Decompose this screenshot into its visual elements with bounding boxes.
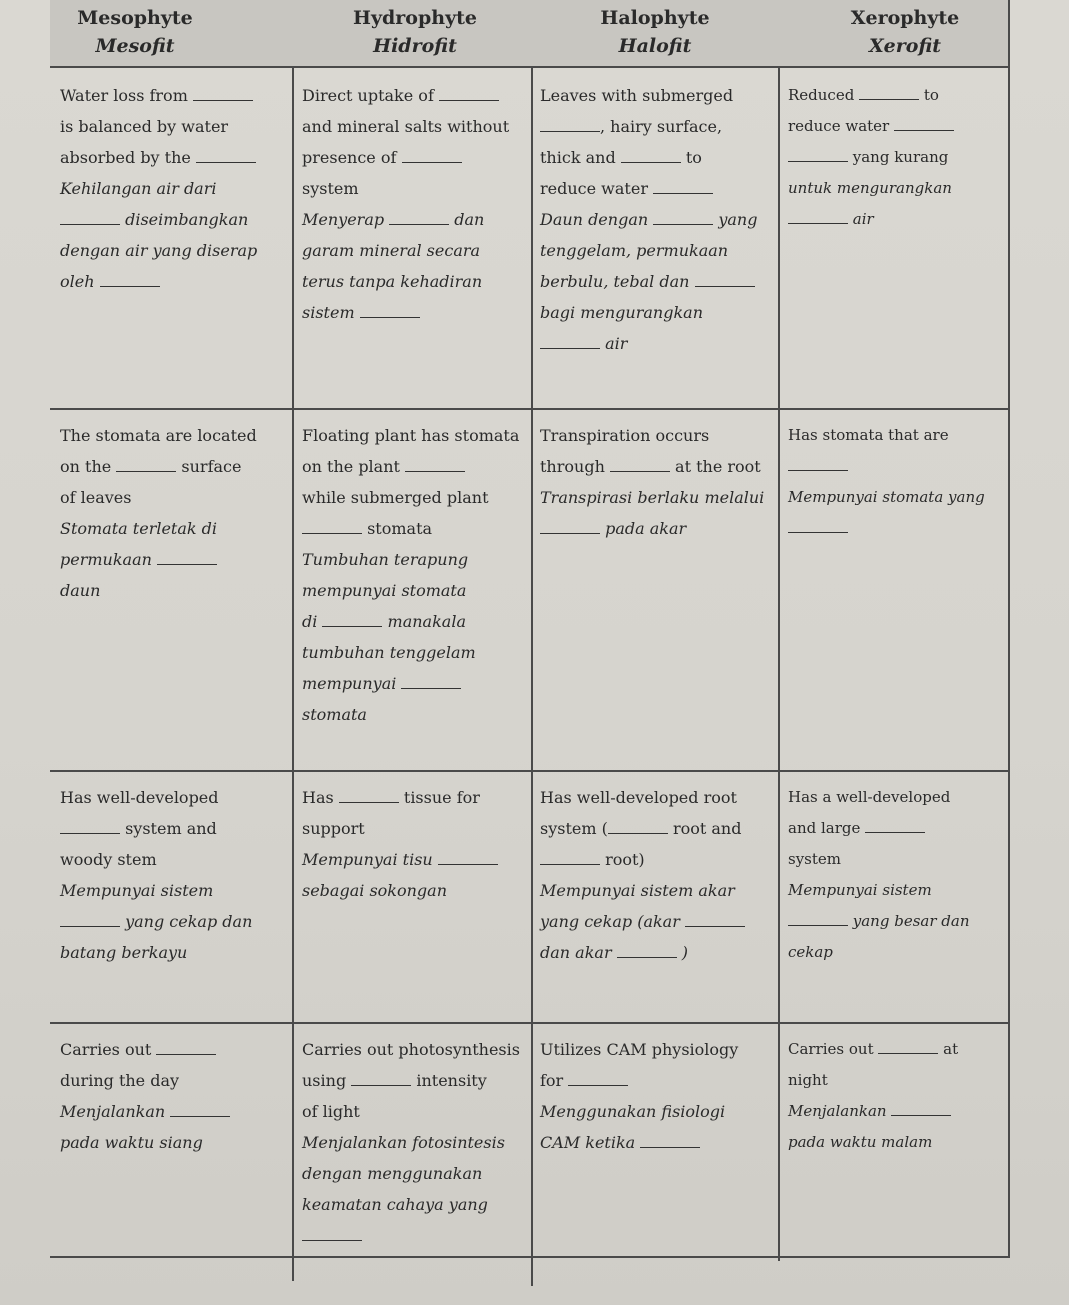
cell-line (302, 1127, 532, 1158)
cell-line (60, 1034, 290, 1065)
cell-text: to (919, 86, 939, 104)
cell-line (540, 235, 775, 266)
cell-line (302, 782, 532, 813)
cell-text: sistem (302, 303, 360, 322)
fill-in-blank[interactable] (116, 470, 176, 472)
fill-in-blank[interactable] (859, 98, 919, 100)
fill-in-blank[interactable] (653, 223, 713, 225)
cell-text: The stomata are located (60, 426, 257, 445)
cell-line (60, 1065, 290, 1096)
cell-text: Menjalankan fotosintesis (302, 1133, 505, 1152)
cell-line (302, 1158, 532, 1189)
cell-text: pada waktu malam (788, 1133, 933, 1151)
fill-in-blank[interactable] (540, 130, 600, 132)
cell-line (540, 513, 775, 544)
table-divider (292, 66, 294, 1281)
cell-line (788, 875, 1008, 906)
header-xerophyte: Xerophyte Xerofit (850, 7, 960, 57)
cell-text: reduce water (540, 179, 654, 198)
cell-text: daun (60, 581, 101, 600)
table-divider (778, 66, 780, 1261)
cell-text: to (680, 148, 702, 167)
cell-line (540, 420, 775, 451)
cell-line (788, 1127, 1008, 1158)
cell-line (60, 875, 290, 906)
cell-line (302, 844, 532, 875)
cell-text: dan akar (540, 943, 617, 962)
cell-text: presence of (302, 148, 402, 167)
cell-text: while submerged plant (302, 488, 489, 507)
cell-text: Has a well-developed (788, 788, 951, 806)
table-cell (540, 80, 775, 359)
table-cell (60, 420, 290, 606)
fill-in-blank[interactable] (878, 1052, 938, 1054)
cell-line (302, 142, 532, 173)
cell-text: system (302, 179, 359, 198)
fill-in-blank[interactable] (405, 470, 465, 472)
fill-in-blank[interactable] (193, 99, 253, 101)
cell-line (540, 111, 775, 142)
fill-in-blank[interactable] (865, 831, 925, 833)
fill-in-blank[interactable] (788, 469, 848, 471)
fill-in-blank[interactable] (60, 223, 120, 225)
cell-text: tenggelam, permukaan (540, 241, 729, 260)
cell-line (302, 173, 532, 204)
cell-text: Water loss from (60, 86, 193, 105)
fill-in-blank[interactable] (100, 285, 160, 287)
cell-text: Menyerap (302, 210, 390, 229)
cell-line (302, 1220, 532, 1251)
cell-text: dengan air yang diserap (60, 241, 258, 260)
cell-line (788, 513, 1008, 544)
cell-line (60, 420, 290, 451)
fill-in-blank[interactable] (402, 161, 462, 163)
table-divider (50, 1256, 1010, 1258)
table-cell (788, 80, 1008, 235)
header-hydrophyte: Hydrophyte Hidrofit (353, 7, 477, 57)
cell-line (540, 906, 775, 937)
cell-line (302, 606, 532, 637)
fill-in-blank[interactable] (302, 532, 362, 534)
cell-line (302, 875, 532, 906)
cell-text: ) (676, 943, 689, 962)
cell-line (60, 235, 290, 266)
fill-in-blank[interactable] (540, 347, 600, 349)
cell-text: Direct uptake of (302, 86, 439, 105)
cell-text: at the root (669, 457, 761, 476)
cell-text: on the (60, 457, 117, 476)
cell-text: Carries out photosynthesis (302, 1040, 520, 1059)
fill-in-blank[interactable] (695, 285, 755, 287)
cell-line (540, 142, 775, 173)
cell-line (60, 451, 290, 482)
cell-text: yang kurang (848, 148, 949, 166)
cell-text: yang cekap (akar (540, 912, 685, 931)
cell-line (788, 1065, 1008, 1096)
cell-line (302, 699, 532, 730)
cell-line (60, 266, 290, 297)
cell-line (788, 80, 1008, 111)
cell-text: Mempunyai stomata yang (788, 488, 985, 506)
cell-text: diseimbangkan (120, 210, 249, 229)
cell-text: stomata (302, 705, 367, 724)
cell-text: Menjalankan (60, 1102, 171, 1121)
cell-line (60, 937, 290, 968)
cell-text: Menjalankan (788, 1102, 892, 1120)
header-halophyte: Halophyte Halofit (600, 7, 710, 57)
cell-line (60, 142, 290, 173)
cell-line (540, 482, 775, 513)
fill-in-blank[interactable] (540, 532, 600, 534)
fill-in-blank[interactable] (788, 531, 848, 533)
cell-text: Mempunyai sistem akar (540, 881, 735, 900)
cell-text: intensity (411, 1071, 487, 1090)
cell-line (302, 813, 532, 844)
cell-text: Stomata terletak di (60, 519, 218, 538)
cell-text: tumbuhan tenggelam (302, 643, 476, 662)
fill-in-blank[interactable] (788, 160, 848, 162)
fill-in-blank[interactable] (617, 956, 677, 958)
cell-line (788, 813, 1008, 844)
cell-text: at (938, 1040, 959, 1058)
fill-in-blank[interactable] (788, 222, 848, 224)
cell-text: garam mineral secara (302, 241, 481, 260)
cell-text: Has (302, 788, 339, 807)
cell-line (60, 844, 290, 875)
cell-line (302, 451, 532, 482)
cell-line (540, 451, 775, 482)
cell-line (60, 173, 290, 204)
cell-line (540, 173, 775, 204)
cell-text: using (302, 1071, 352, 1090)
fill-in-blank[interactable] (339, 801, 399, 803)
cell-text: Carries out (788, 1040, 879, 1058)
cell-text: Transpiration occurs (540, 426, 710, 445)
table-cell (788, 782, 1008, 968)
cell-text: cekap (788, 943, 833, 961)
table-cell (60, 1034, 290, 1158)
cell-text: CAM ketika (540, 1133, 641, 1152)
cell-text: and mineral salts without (302, 117, 510, 136)
table-cell (302, 1034, 532, 1251)
table-cell (60, 782, 290, 968)
cell-text: root) (600, 850, 645, 869)
cell-text: Has well-developed (60, 788, 219, 807)
cell-text: system ( (540, 819, 608, 838)
table-divider (1008, 0, 1010, 1258)
fill-in-blank[interactable] (640, 1146, 700, 1148)
cell-text: dan (449, 210, 485, 229)
cell-line (302, 513, 532, 544)
cell-line (788, 204, 1008, 235)
cell-text: is balanced by water (60, 117, 229, 136)
cell-line (788, 937, 1008, 968)
cell-text: batang berkayu (60, 943, 188, 962)
table-divider (50, 408, 1010, 410)
cell-text: pada waktu siang (60, 1133, 203, 1152)
cell-text: Mempunyai sistem (788, 881, 932, 899)
cell-text: Reduced (788, 86, 860, 104)
cell-line (60, 482, 290, 513)
cell-text: Has well-developed root (540, 788, 737, 807)
fill-in-blank[interactable] (540, 863, 600, 865)
cell-text: during the day (60, 1071, 180, 1090)
cell-text: Transpirasi berlaku melalui (540, 488, 765, 507)
cell-line (302, 420, 532, 451)
fill-in-blank[interactable] (389, 223, 449, 225)
cell-text: Mempunyai sistem (60, 881, 214, 900)
cell-line (60, 813, 290, 844)
fill-in-blank[interactable] (621, 161, 681, 163)
cell-text: Has stomata that are (788, 426, 949, 444)
cell-text: tissue for (398, 788, 480, 807)
cell-line (302, 111, 532, 142)
cell-text: berbulu, tebal dan (540, 272, 695, 291)
cell-text: Leaves with submerged (540, 86, 734, 105)
fill-in-blank[interactable] (322, 625, 382, 627)
fill-in-blank[interactable] (170, 1115, 230, 1117)
cell-text: system (788, 850, 841, 868)
cell-text: woody stem (60, 850, 157, 869)
cell-line (788, 451, 1008, 482)
cell-line (302, 204, 532, 235)
cell-text: mempunyai stomata (302, 581, 467, 600)
cell-text: thick and (540, 148, 621, 167)
cell-text: absorbed by the (60, 148, 196, 167)
table-cell (540, 782, 775, 968)
cell-line (302, 235, 532, 266)
cell-text: , hairy surface, (600, 117, 723, 136)
cell-text: Floating plant has stomata (302, 426, 520, 445)
cell-text: Kehilangan air dari (60, 179, 217, 198)
cell-text: pada akar (600, 519, 687, 538)
cell-text: through (540, 457, 610, 476)
cell-text: Daun dengan (540, 210, 654, 229)
cell-line (788, 420, 1008, 451)
cell-text: of leaves (60, 488, 132, 507)
header-mesophyte: Mesophyte Mesofit (77, 7, 193, 57)
cell-text: reduce water (788, 117, 894, 135)
fill-in-blank[interactable] (438, 863, 498, 865)
table-cell (302, 80, 532, 328)
fill-in-blank[interactable] (568, 1084, 628, 1086)
cell-line (788, 111, 1008, 142)
table-cell (302, 420, 532, 730)
cell-text: oleh (60, 272, 100, 291)
fill-in-blank[interactable] (196, 161, 256, 163)
cell-line (302, 297, 532, 328)
cell-line (540, 937, 775, 968)
cell-text: root and (667, 819, 742, 838)
fill-in-blank[interactable] (351, 1084, 411, 1086)
cell-line (302, 80, 532, 111)
fill-in-blank[interactable] (608, 832, 668, 834)
cell-text: Mempunyai tisu (302, 850, 438, 869)
cell-text: permukaan (60, 550, 157, 569)
fill-in-blank[interactable] (302, 1239, 362, 1241)
fill-in-blank[interactable] (360, 316, 420, 318)
cell-text: air (848, 210, 874, 228)
fill-in-blank[interactable] (610, 470, 670, 472)
cell-line (302, 544, 532, 575)
cell-line (60, 575, 290, 606)
cell-line (60, 906, 290, 937)
cell-text: for (540, 1071, 569, 1090)
fill-in-blank[interactable] (891, 1114, 951, 1116)
fill-in-blank[interactable] (685, 925, 745, 927)
cell-line (302, 1189, 532, 1220)
fill-in-blank[interactable] (60, 925, 120, 927)
cell-line (540, 80, 775, 111)
cell-line (788, 173, 1008, 204)
cell-line (540, 782, 775, 813)
cell-text: stomata (362, 519, 433, 538)
cell-line (540, 266, 775, 297)
cell-line (540, 204, 775, 235)
cell-line (60, 513, 290, 544)
cell-text: surface (176, 457, 242, 476)
table-divider (50, 1022, 1010, 1024)
table-cell (788, 420, 1008, 544)
cell-text: on the plant (302, 457, 406, 476)
cell-text: yang besar dan (848, 912, 970, 930)
cell-line (540, 1096, 775, 1127)
cell-line (60, 80, 290, 111)
cell-line (540, 1065, 775, 1096)
table-cell (540, 1034, 775, 1158)
fill-in-blank[interactable] (401, 687, 461, 689)
table-divider (50, 770, 1010, 772)
cell-text: night (788, 1071, 828, 1089)
fill-in-blank[interactable] (653, 192, 713, 194)
cell-line (788, 906, 1008, 937)
cell-line (302, 1065, 532, 1096)
cell-line (302, 266, 532, 297)
cell-line (302, 575, 532, 606)
cell-text: manakala (382, 612, 466, 631)
cell-text: sebagai sokongan (302, 881, 448, 900)
cell-line (540, 813, 775, 844)
cell-line (302, 1096, 532, 1127)
cell-text: mempunyai (302, 674, 402, 693)
cell-text: terus tanpa kehadiran (302, 272, 483, 291)
cell-line (60, 1096, 290, 1127)
cell-text: dengan menggunakan (302, 1164, 483, 1183)
cell-line (302, 1034, 532, 1065)
cell-line (788, 782, 1008, 813)
cell-line (540, 875, 775, 906)
cell-text: keamatan cahaya yang (302, 1195, 488, 1214)
cell-line (60, 204, 290, 235)
fill-in-blank[interactable] (788, 924, 848, 926)
cell-line (788, 1096, 1008, 1127)
cell-line (788, 844, 1008, 875)
cell-line (788, 482, 1008, 513)
cell-line (302, 668, 532, 699)
cell-text: Carries out (60, 1040, 157, 1059)
fill-in-blank[interactable] (894, 129, 954, 131)
fill-in-blank[interactable] (60, 832, 120, 834)
cell-line (60, 111, 290, 142)
cell-text: untuk mengurangkan (788, 179, 952, 197)
cell-line (540, 1034, 775, 1065)
table-cell (540, 420, 775, 544)
cell-text: Menggunakan fisiologi (540, 1102, 726, 1121)
cell-text: yang cekap dan (120, 912, 253, 931)
cell-line (60, 782, 290, 813)
cell-text: bagi mengurangkan (540, 303, 703, 322)
cell-text: system and (120, 819, 217, 838)
table-cell (788, 1034, 1008, 1158)
cell-line (302, 637, 532, 668)
table-cell (60, 80, 290, 297)
cell-text: di (302, 612, 323, 631)
cell-line (540, 328, 775, 359)
cell-line (788, 142, 1008, 173)
cell-line (540, 1127, 775, 1158)
cell-text: of light (302, 1102, 360, 1121)
fill-in-blank[interactable] (439, 99, 499, 101)
cell-line (302, 482, 532, 513)
cell-text: yang (713, 210, 758, 229)
cell-text: and large (788, 819, 866, 837)
cell-line (60, 544, 290, 575)
fill-in-blank[interactable] (156, 1053, 216, 1055)
cell-text: Tumbuhan terapung (302, 550, 469, 569)
cell-line (540, 297, 775, 328)
cell-line (60, 1127, 290, 1158)
cell-line (788, 1034, 1008, 1065)
cell-text: support (302, 819, 365, 838)
cell-text: Utilizes CAM physiology (540, 1040, 739, 1059)
table-cell (302, 782, 532, 906)
cell-line (540, 844, 775, 875)
fill-in-blank[interactable] (157, 563, 217, 565)
cell-text: air (600, 334, 628, 353)
